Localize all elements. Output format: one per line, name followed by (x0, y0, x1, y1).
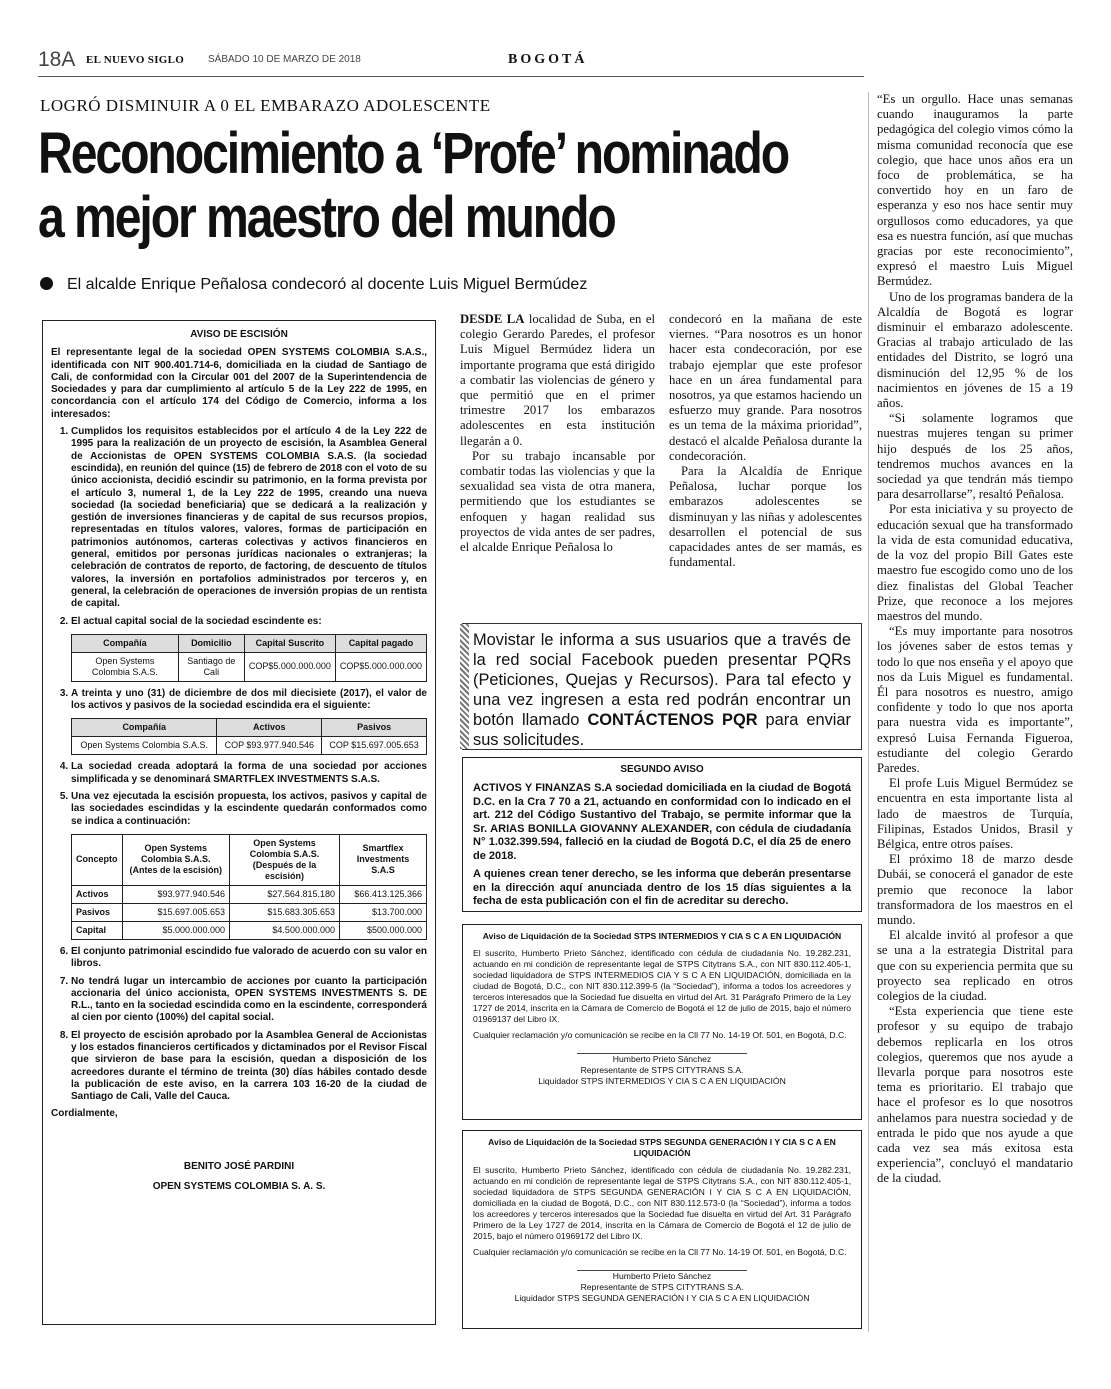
escision-item-1: 1. Cumplidos los requisitos establecidos por el artículo 4 de la Ley 222 de 1995 para la realización de un proyecto de escisión, la Asamblea General de Accionistas de OPEN SYSTEMS COLOMBIA S.A.S. (la sociedad escindida), en reunión del quince (15) de febrero de 2018 con el voto de su único accionista, decidió escindir su patrimonio, en la forma prevista por el artículo 3, numeral 1, de la Ley 222 de 1995, creando una nueva sociedad (la sociedad beneficiaria) que se dedicará a la realización y gestión de inversiones financieras y de capital de sus recursos propios, representadas en títulos valores, valores, formas de participación en patrimonios autónomos, carteras colectivas y activos financieros en general, emitidos por personas jurídicas nacionales o extranjeras; la celebración de contratos de reporto, de factoring, de descuento de títulos valores, la inversión en portafolios administrados por terceros y, en general, la celebración de operaciones de inversión propias de un rentista de capital. (71, 426, 427, 610)
segundo-aviso-notice (462, 757, 862, 912)
escision-signer: BENITO JOSÉ PARDINI (183, 1160, 295, 1172)
article-paragraph: Para la Alcaldía de Enrique Peñalosa, luchar porque los embarazos adolescentes se disminuyan y las niñas y adolescentes desarrollen el potencial de sus capacidades antes de ser mamás, es fundamental. (669, 464, 862, 570)
article-paragraph: “Esta experiencia que tiene este profesor y su equipo de trabajo debemos replicarla en los otros colegios, queremos que nos ayude a llevarla porque para nosotros este tema es prioritario. El trabajo que hace el profesor es lo que nosotros anhelamos para nuestra sociedad y de entrada le pido que nos ayude a que cada vez sea más exitosa esta experiencia”, concluyó el mandatario de la ciudad. (877, 1004, 1073, 1186)
liquidation-notice-2 (462, 1130, 862, 1329)
table-row (72, 903, 427, 921)
article-paragraph: El profe Luis Miguel Bermúdez se encuentra en esta importante lista al lado de maestros de Turquía, Filipinas, Estados Unidos, Brasil y Bélgica, entre otros países. (877, 776, 1073, 851)
article-column-1 (460, 312, 655, 555)
article-subhead (40, 276, 587, 294)
table-cell: COP$5.000.000.000 (244, 652, 335, 681)
signer-name: Humberto Prieto Sánchez (612, 1054, 712, 1064)
newspaper-name: EL NUEVO SIGLO (86, 54, 185, 66)
article-paragraph: El alcalde invitó al profesor a que se una a la estrategia Distrital para que con su experiencia permita que su proyecto sea replicado en otros colegios de la ciudad. (877, 928, 1073, 1003)
article-paragraph: “Si solamente logramos que nuestras mujeres tengan su primer hijo después de los 25 años, tendremos muchos avances en la sociedad ya que tendrán más tiempo para desarrollarse”, resaltó Peñalosa. (877, 411, 1073, 502)
bullet-icon (40, 277, 53, 290)
escision-item-2-text: El actual capital social de la sociedad escindente es: (71, 615, 322, 627)
table-cell: $500.000.000 (339, 921, 426, 939)
article-paragraph: Uno de los programas bandera de la Alcaldía de Bogotá es lograr disminuir el embarazo adolescente. Gracias al trabajo articulado de las entidades del Distrito, se logró una disminución del 12,95 % de los nacimientos en jóvenes de 15 a 19 años. (877, 289, 1073, 411)
article-kicker: LOGRÓ DISMINUIR A 0 EL EMBARAZO ADOLESCENTE (40, 96, 491, 115)
issue-date: SÁBADO 10 DE MARZO DE 2018 (208, 54, 361, 65)
liquidation-body: El suscrito, Humberto Prieto Sánchez, identificado con cédula de ciudadanía No. 19.282.231, actuando en mi condición de representante legal de STPS Citytrans S.A., con NIT 830.112.405-1, sociedad liquidadora de STPS INTERMEDIOS CIA Y S C A EN LIQUIDACIÓN, domiciliada en la ciudad de Bogotá, D.C., con NIT 830.112.399-5 (la “Sociedad”), informa a todos los acreedores y terceros interesados que la Sociedad fue disuelta en virtud del Art. 31 Parágrafo Primero de la Ley 1727 de 2014, inscrita en la Cámara de Comercio de Bogotá el 12 de julio de 2015, bajo el número 01969137 del Libro IX. (473, 948, 851, 1024)
liquidation-body: El suscrito, Humberto Prieto Sánchez, identificado con cédula de ciudadanía No. 19.282.231, actuando en mi condición de representante legal de STPS Citytrans S.A., con NIT 830.112.405-1, sociedad liquidadora de STPS SEGUNDA GENERACIÓN I Y CIA S C A EN LIQUIDACIÓN, domiciliada en la ciudad de Bogotá, D.C., con NIT 830.112.573-0 (la “Sociedad”), informa a todos los acreedores y terceros interesados que la Sociedad fue disuelta en virtud del Art. 31 Parágrafo Primero de la Ley 1727 de 2014, inscrita en la Cámara de Comercio de Bogotá el 12 de julio de 2015, bajo el número 01969172 del Libro IX. (473, 1165, 851, 1241)
table-header: Capital pagado (335, 634, 426, 652)
table-header: Domicilio (178, 634, 244, 652)
table-header: Smartflex Investments S.A.S (339, 834, 426, 885)
liquidation-contact: Cualquier reclamación y/o comunicación se recibe en la Cll 77 No. 14-19 Of. 501, en Bogotá, D.C. (473, 1247, 847, 1257)
assets-table (71, 718, 427, 755)
table-header: Open Systems Colombia S.A.S. (Después de la escisión) (230, 834, 340, 885)
signer-name: Humberto Prieto Sánchez (612, 1271, 712, 1281)
table-cell: COP $93.977.940.546 (217, 737, 322, 755)
article-column-3 (877, 92, 1073, 1187)
table-header: Compañía (72, 719, 217, 737)
segundo-aviso-title: SEGUNDO AVISO (620, 764, 704, 775)
contact-pqr-label: CONTÁCTENOS PQR (587, 711, 758, 729)
escision-closing: Cordialmente, (51, 1108, 118, 1120)
page-header (38, 48, 864, 77)
table-header: Compañía (72, 634, 179, 652)
table-cell: $15.683.305.653 (230, 903, 340, 921)
article-paragraph: Por esta iniciativa y su proyecto de educación sexual que ha transformado la vida de esta comunidad educativa, de la voz del propio Bill Gates este maestro fue escogido como uno de los diez finalistas del Global Teacher Prize, que reconoce a los mejores maestros del mundo. (877, 502, 1073, 623)
escision-item-7: 7. No tendrá lugar un intercambio de acciones por cuanto la participación accionaria del único accionista, OPEN SYSTEMS INVESTMENTS S. DE R.L., tanto en la sociedad escindida como en la escindente, corresponderá al cien por ciento (100%) del capital social. (71, 976, 427, 1025)
escision-notice (42, 320, 436, 1325)
table-cell: COP$5.000.000.000 (335, 652, 426, 681)
article-column-2 (669, 312, 862, 570)
post-escision-table (71, 834, 427, 940)
table-row (72, 652, 427, 681)
article-paragraph: El próximo 18 de marzo desde Dubái, se conocerá el ganador de este premio que reconoce la labor transformadora de los maestros en el mundo. (877, 852, 1073, 927)
hatched-strip (460, 624, 469, 749)
table-cell: Santiago de Cali (178, 652, 244, 681)
table-cell: Open Systems Colombia S.A.S. (72, 737, 217, 755)
table-cell: Capital (72, 921, 123, 939)
liquidation-notice-1 (462, 924, 862, 1120)
escision-title: AVISO DE ESCISIÓN (190, 329, 288, 340)
table-cell: $5.000.000.000 (122, 921, 230, 939)
table-row (72, 737, 427, 755)
escision-item-2 (71, 616, 427, 682)
table-row (72, 885, 427, 903)
escision-item-4: 4. La sociedad creada adoptará la forma de una sociedad por acciones simplificada y se denominará SMARTFLEX INVESTMENTS S.A.S. (71, 761, 427, 786)
section-name: BOGOTÁ (508, 52, 588, 67)
table-header: Open Systems Colombia S.A.S. (Antes de la escisión) (122, 834, 230, 885)
table-cell: $4.500.000.000 (230, 921, 340, 939)
article-headline (38, 121, 789, 250)
signer-company: Liquidador STPS INTERMEDIOS Y CIA S C A EN LIQUIDACIÓN (538, 1076, 786, 1086)
table-cell: Pasivos (72, 903, 123, 921)
table-cell: $15.697.005.653 (122, 903, 230, 921)
liquidation-contact: Cualquier reclamación y/o comunicación se recibe en la Cll 77 No. 14-19 Of. 501, en Bogotá, D.C. (473, 1030, 847, 1040)
table-cell: $27.564.815.180 (230, 885, 340, 903)
escision-items (51, 426, 427, 1103)
article-paragraph: “Es un orgullo. Hace unas semanas cuando inauguramos la parte pedagógica del colegio vimos cómo la misma comunidad reconocía que ese colegio, que hace unos años era un foco de problemática, se ha convertido hoy en un faro de esperanza y eso nos hace sentir muy orgullosos como educadores, ya que esa es nuestra función, así que muchas gracias por este reconocimiento”, expresó el maestro Luis Miguel Bermúdez. (877, 92, 1073, 289)
segundo-aviso-p2: A quienes crean tener derecho, se les informa que deberán presentarse en la dirección aquí anunciada dentro de los 15 días siguientes a la fecha de esta publicación con el fin de acreditar su derecho. (473, 868, 851, 908)
escision-item-5 (71, 791, 427, 940)
table-cell: $66.413.125.366 (339, 885, 426, 903)
table-header: Activos (217, 719, 322, 737)
escision-company: OPEN SYSTEMS COLOMBIA S. A. S. (152, 1181, 326, 1193)
escision-item-6: 6. El conjunto patrimonial escindido fue valorado de acuerdo con su valor en libros. (71, 946, 427, 971)
signer-role: Representante de STPS CITYTRANS S.A. (580, 1282, 744, 1292)
escision-item-3 (71, 688, 427, 756)
escision-item-3-text: A treinta y uno (31) de diciembre de dos mil diecisiete (2017), el valor de los activos y pasivos de la sociedad escindida era el siguiente: (71, 687, 427, 712)
movistar-text: Movistar le informa a sus usuarios que a través de la red social Facebook pueden presentar PQRs (Peticiones, Quejas y Recursos). Para tal efecto y una vez ingresen a esta red podrán encontrar un botón llamado (473, 631, 851, 729)
capital-table (71, 634, 427, 682)
escision-item-5-text: Una vez ejecutada la escisión propuesta, los activos, pasivos y capital de las sociedades escindidas y la escindente quedarán conformados como se indica a continuación: (71, 791, 427, 827)
headline-line-1: Reconocimiento a ‘Profe’ nominado (38, 121, 789, 186)
table-header: Pasivos (322, 719, 427, 737)
escision-item-8: 8. El proyecto de escisión aprobado por la Asamblea General de Accionistas y los estados financieros certificados y dictaminados por el Revisor Fiscal que sirvieron de base para la escisión, quedan a disposición de los acreedores durante el término de treinta (30) días hábiles contado desde la publicación de este aviso, en la carrera 103 16-20 de la ciudad de Santiago de Cali, Valle del Cauca. (71, 1030, 427, 1104)
table-cell: Activos (72, 885, 123, 903)
signer-role: Representante de STPS CITYTRANS S.A. (580, 1065, 744, 1075)
movistar-notice (462, 623, 862, 750)
headline-line-2: a mejor maestro del mundo (38, 185, 615, 250)
column-divider (868, 92, 869, 1332)
lead-in: DESDE LA (460, 312, 525, 326)
signer-company: Liquidador STPS SEGUNDA GENERACIÓN I Y CIA S C A EN LIQUIDACIÓN (514, 1293, 810, 1303)
liquidation-title: Aviso de Liquidación de la Sociedad STPS SEGUNDA GENERACIÓN I Y CIA S C A EN LIQUIDACIÓN (488, 1137, 836, 1158)
article-paragraph: “Es muy importante para nosotros los jóvenes saber de estos temas y todo lo que nos enseña y el apoyo que nos da Luis Miguel es fundamental. Él para nosotros es nuestro, amigo confidente y todo lo que nos aporta para nuestra vida es importante”, expresó Luisa Fernanda Figueroa, estudiante del colegio Gerardo Paredes. (877, 624, 1073, 775)
page-number: 18A (38, 48, 76, 71)
article-paragraph: condecoró en la mañana de este viernes. “Para nosotros es un honor hacer esta condecoración, por ese trabajo ejemplar que este profesor hace en un área fundamental para nosotros, ya que estamos haciendo un esfuerzo muy grande. Para nosotros es un tema de la máxima prioridad”, destacó el alcalde Peñalosa durante la condecoración. (669, 312, 862, 463)
table-cell: COP $15.697.005.653 (322, 737, 427, 755)
subhead-text: El alcalde Enrique Peñalosa condecoró al docente Luis Miguel Bermúdez (67, 276, 588, 293)
article-paragraph (460, 312, 655, 449)
liquidation-title: Aviso de Liquidación de la Sociedad STPS INTERMEDIOS Y CIA S C A EN LIQUIDACIÓN (482, 931, 842, 941)
table-row (72, 921, 427, 939)
paragraph-text: localidad de Suba, en el colegio Gerardo Paredes, el profesor Luis Miguel Bermúdez lidera un importante programa que está dirigido a combatir las violencias de género y que permitió que en el primer trimestre 2017 los embarazos adolescentes en esta institución llegarán a 0. (460, 312, 655, 448)
table-cell: $13.700.000 (339, 903, 426, 921)
movistar-tail: para enviar sus solicitudes. (473, 711, 851, 749)
article-paragraph: Por su trabajo incansable por combatir todas las violencias y que la sexualidad sea vista de otra manera, permitiendo que los estudiantes se enfoquen y hagan realidad sus proyectos de vida antes de ser padres, el alcalde Enrique Peñalosa lo (460, 448, 655, 555)
table-header: Concepto (72, 834, 123, 885)
table-header: Capital Suscrito (244, 634, 335, 652)
escision-intro: El representante legal de la sociedad OPEN SYSTEMS COLOMBIA S.A.S., identificada con NIT 900.401.714-6, domiciliada en la ciudad de Santiago de Cali, de conformidad con la Circular 001 del 2007 de la Superintendencia de Sociedades y para dar cumplimiento al artículo 5 de la Ley 222 de 1995, en concordancia con el artículo 174 del Código de Comercio, informa a los interesados: (51, 347, 427, 420)
table-cell: Open Systems Colombia S.A.S. (72, 652, 179, 681)
table-cell: $93.977.940.546 (122, 885, 230, 903)
segundo-aviso-p1: ACTIVOS Y FINANZAS S.A sociedad domiciliada en la ciudad de Bogotá D.C. en la Cra 7 70 a 21, actuando en conformidad con lo indicado en el art. 212 del Código Sustantivo del Trabajo, se permite informar que la Sr. ARIAS BONILLA GIOVANNY ALEXANDER, con cédula de ciudadanía N° 1.032.399.594, falleció en la ciudad de Bogotá D.C, el día 25 de enero de 2018. (473, 782, 851, 862)
